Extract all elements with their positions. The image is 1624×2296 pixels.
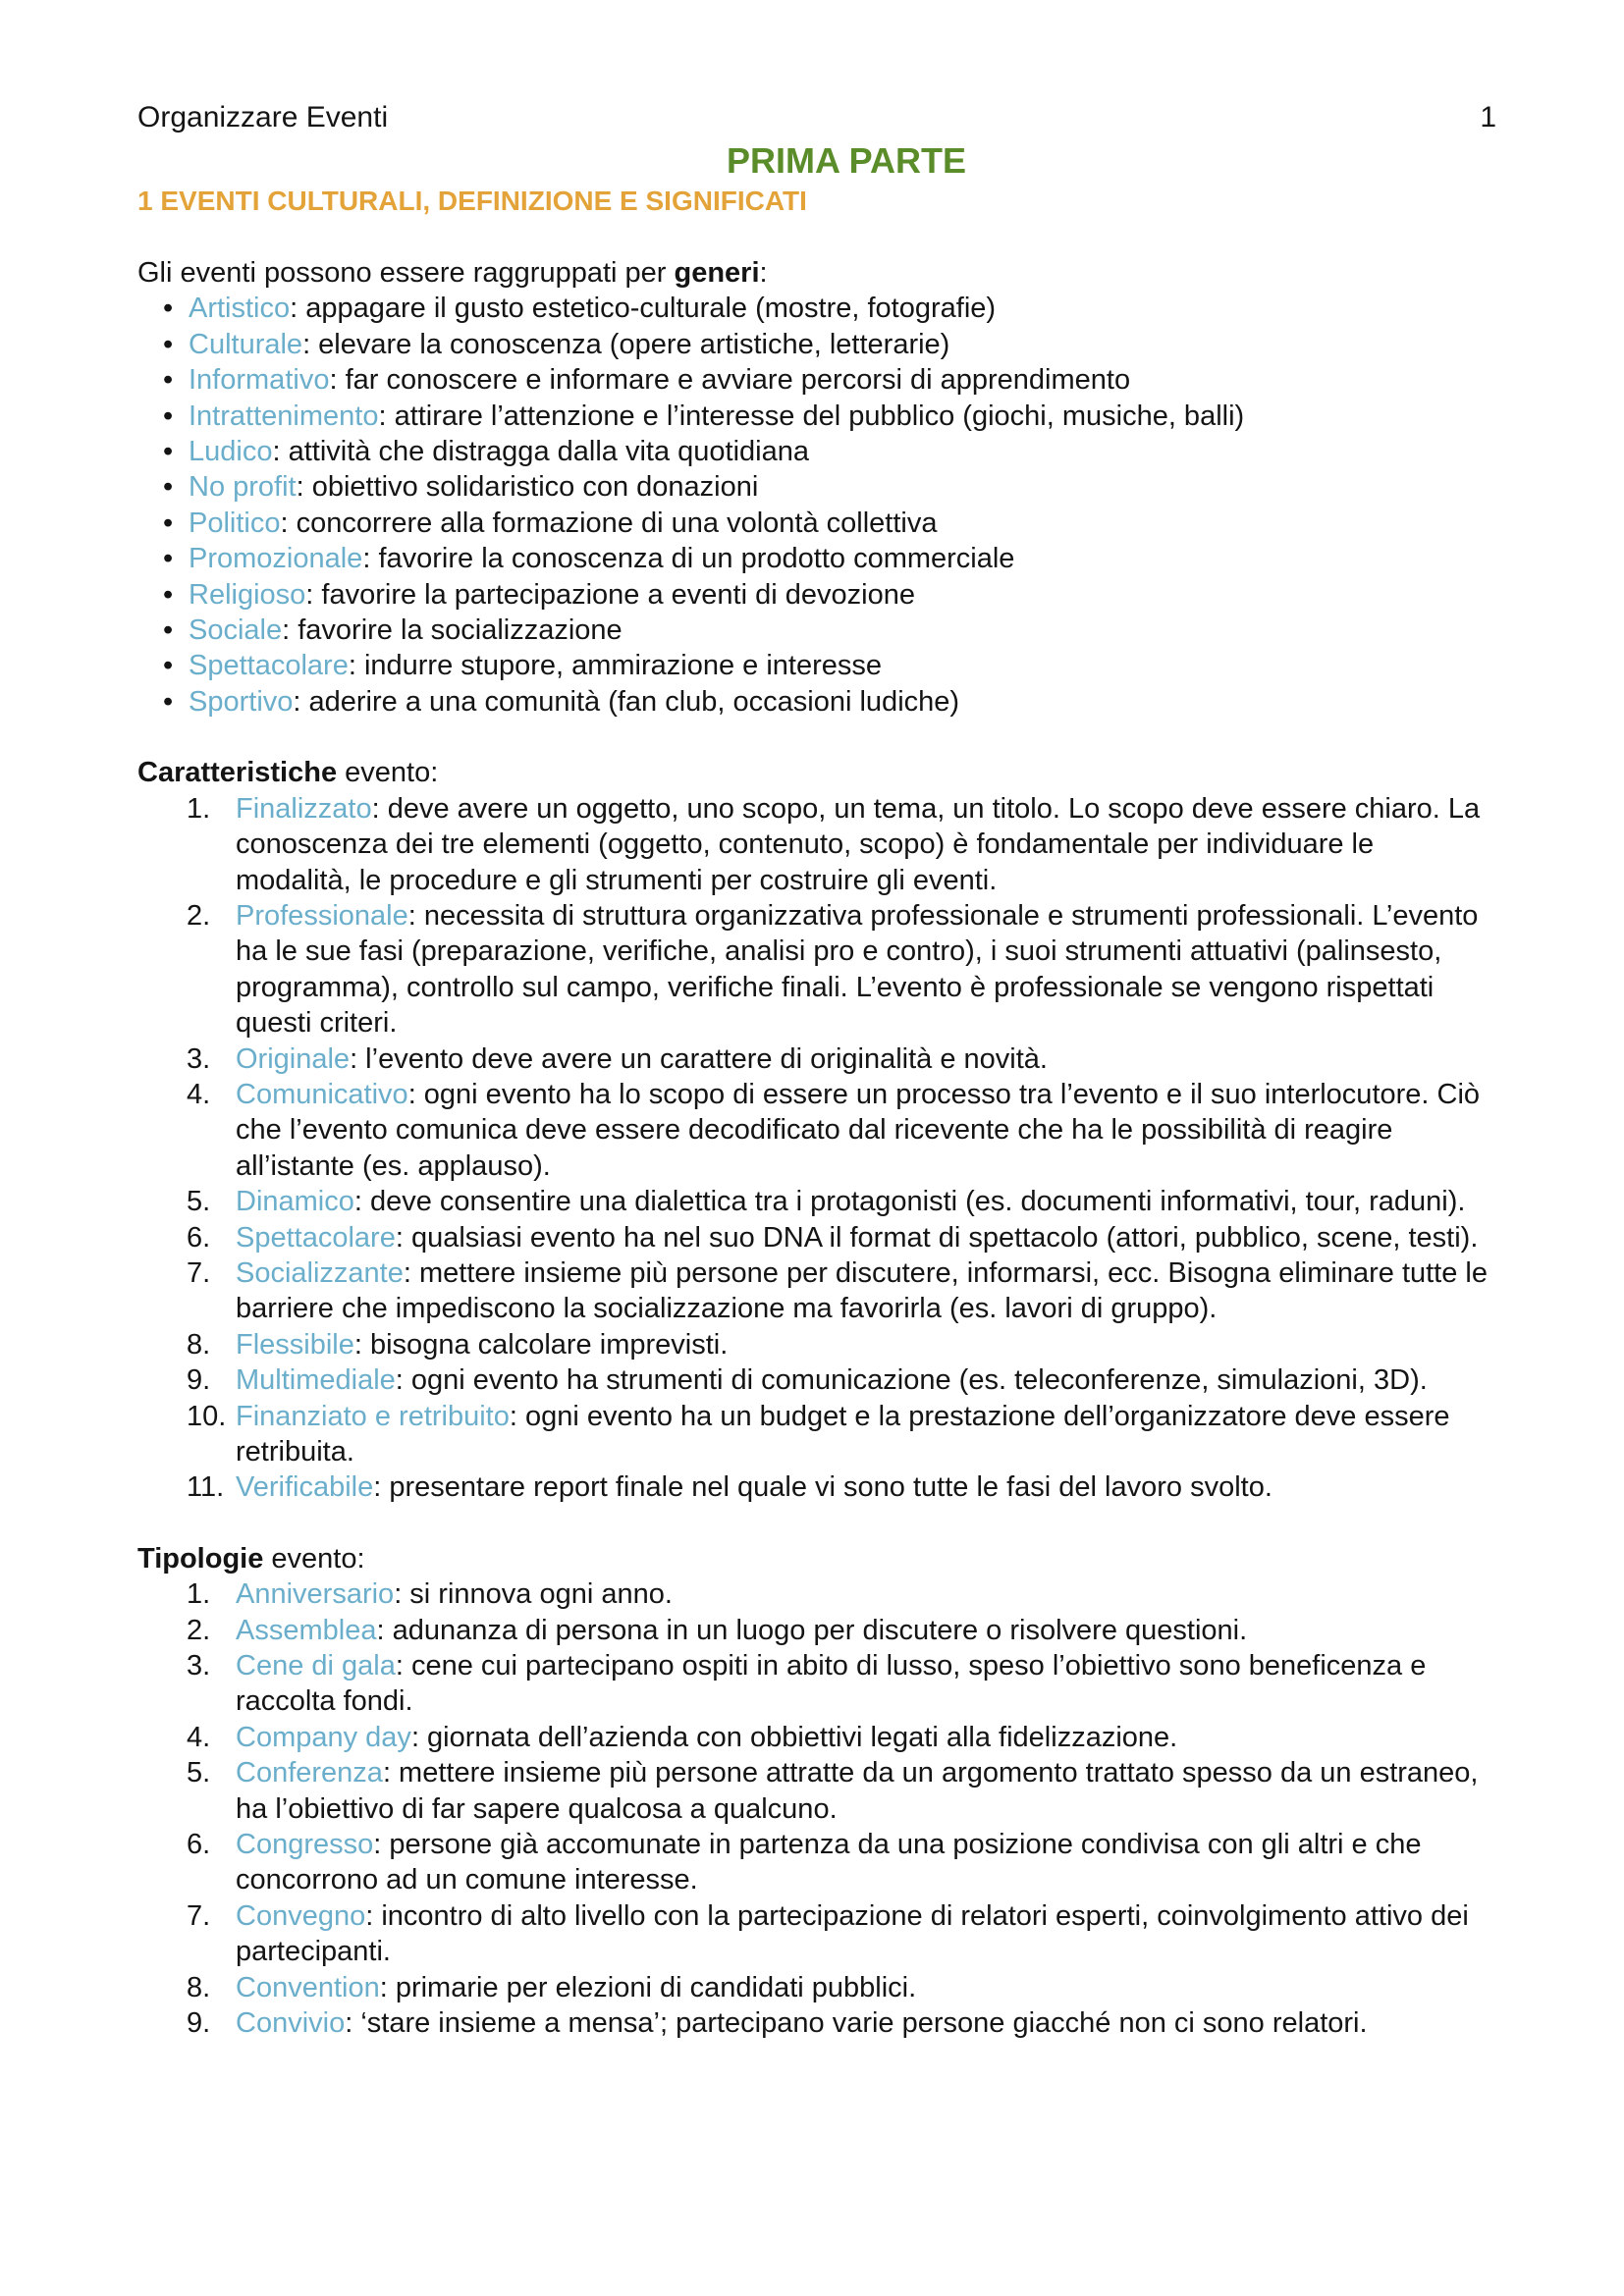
characteristic-term: Professionale: [236, 899, 408, 932]
characteristic-description: : deve consentire una dialettica tra i protagonisti (es. documenti informativi, tour, raduni).: [353, 1186, 1466, 1218]
type-description: : mettere insieme più persone attratte da un argomento trattato spesso da un estraneo, ha l’obiettivo di far sapere qualcosa a qualcuno.: [236, 1757, 1479, 1825]
characteristic-term: Comunicativo: [236, 1078, 408, 1110]
type-description: : adunanza di persona in un luogo per discutere o risolvere questioni.: [376, 1614, 1248, 1646]
type-number: 1.: [187, 1578, 211, 1611]
type-number: 7.: [187, 1899, 211, 1932]
type-number: 4.: [187, 1721, 211, 1753]
genre-description: : aderire a una comunità (fan club, occasioni ludiche): [293, 685, 960, 718]
characteristic-item: [137, 1469, 1496, 1505]
genre-term: Informativo: [189, 364, 330, 397]
type-term: Anniversario: [236, 1578, 395, 1611]
genre-term: Sociale: [189, 614, 283, 647]
type-description: : persone già accomunate in partenza da una posizione condivisa con gli altri e che concorrono ad un comune interesse.: [236, 1829, 1422, 1896]
types-heading: Tipologie evento:: [137, 1542, 365, 1575]
page-number: 1: [1480, 101, 1496, 133]
chapter-title: 1 EVENTI CULTURALI, DEFINIZIONE E SIGNIFICATI: [137, 186, 807, 216]
characteristic-term: Dinamico: [236, 1186, 354, 1218]
type-number: 5.: [187, 1757, 211, 1789]
characteristic-description: : mettere insieme più persone per discutere, informarsi, ecc. Bisogna eliminare tutte le barriere che impediscono la socializzazione ma favorirla (es. lavori di gruppo).: [236, 1256, 1488, 1325]
type-description: : incontro di alto livello con la partecipazione di relatori esperti, coinvolgimento attivo dei partecipanti.: [236, 1899, 1469, 1968]
characteristic-number: 3.: [187, 1042, 211, 1075]
characteristic-number: 1.: [187, 792, 211, 825]
characteristic-item: [137, 1399, 1496, 1470]
characteristic-description: : ogni evento ha un budget e la prestazione dell’organizzatore deve essere retribuita.: [236, 1400, 1450, 1468]
characteristic-number: 6.: [187, 1221, 211, 1254]
type-description: : giornata dell’azienda con obbiettivi legati alla fidelizzazione.: [410, 1721, 1178, 1753]
type-number: 9.: [187, 2007, 211, 2040]
type-item: [137, 2005, 1496, 2041]
characteristic-number: 9.: [187, 1364, 211, 1397]
type-item: [137, 1827, 1496, 1898]
characteristics-heading: Caratteristiche evento:: [137, 757, 439, 789]
genre-item: [163, 613, 1496, 648]
characteristic-term: Multimediale: [236, 1364, 396, 1397]
types-list: [137, 1576, 1496, 2041]
type-term: Congresso: [236, 1829, 374, 1861]
genre-term: Religioso: [189, 578, 306, 611]
genre-item: [163, 434, 1496, 469]
characteristic-number: 2.: [187, 899, 211, 932]
genre-description: : far conoscere e informare e avviare percorsi di apprendimento: [329, 364, 1131, 397]
type-number: 2.: [187, 1614, 211, 1646]
type-item: [137, 1970, 1496, 2005]
type-description: : ‘stare insieme a mensa’; partecipano varie persone giacché non ci sono relatori.: [345, 2007, 1368, 2040]
genre-description: : concorrere alla formazione di una volontà collettiva: [280, 507, 938, 539]
type-term: Assemblea: [236, 1614, 377, 1646]
type-term: Convegno: [236, 1899, 366, 1932]
genre-term: Ludico: [189, 436, 273, 468]
genre-description: : attirare l’attenzione e l’interesse del pubblico (giochi, musiche, balli): [378, 400, 1245, 432]
part-title: PRIMA PARTE: [726, 140, 966, 181]
document-title: Organizzare Eventi: [137, 101, 389, 133]
characteristic-number: 4.: [187, 1078, 211, 1110]
running-header: [137, 96, 1496, 139]
genre-term: Artistico: [189, 293, 291, 325]
genre-item: [163, 362, 1496, 398]
characteristic-number: 7.: [187, 1256, 211, 1289]
characteristic-description: : ogni evento ha lo scopo di essere un processo tra l’evento e il suo interlocutore. Ciò che l’evento comunica deve essere decodificato dal ricevente che ha le possibilità di reagire all’istante (es. applauso).: [236, 1078, 1481, 1182]
genre-description: : obiettivo solidaristico con donazioni: [296, 471, 759, 504]
genre-description: : favorire la socializzazione: [282, 614, 623, 647]
characteristic-description: : necessita di struttura organizzativa professionale e strumenti professionali. L’evento ha le sue fasi (preparazione, verifiche, analisi pro e contro), i suoi strumenti attuativi (palinsesto, programma), controllo sul campo, verifiche finali. L’evento è professionale se vengono rispettati questi criteri.: [236, 899, 1479, 1040]
characteristic-term: Originale: [236, 1042, 351, 1075]
characteristic-number: 8.: [187, 1328, 211, 1361]
characteristic-number: 10.: [187, 1400, 227, 1432]
characteristic-description: : bisogna calcolare imprevisti.: [353, 1328, 729, 1361]
type-description: : si rinnova ogni anno.: [394, 1578, 673, 1611]
genre-term: Spettacolare: [189, 650, 349, 682]
characteristic-item: [137, 1184, 1496, 1219]
characteristic-item: [137, 1327, 1496, 1362]
genre-item: [163, 399, 1496, 434]
genres-list: [137, 291, 1496, 720]
type-item: [137, 1755, 1496, 1827]
genre-description: : elevare la conoscenza (opere artistiche, letterarie): [302, 328, 950, 360]
characteristic-item: [137, 791, 1496, 898]
type-item: [137, 1648, 1496, 1720]
genre-item: [163, 541, 1496, 576]
genre-term: Promozionale: [189, 543, 363, 575]
characteristic-item: [137, 898, 1496, 1041]
type-description: : cene cui partecipano ospiti in abito di lusso, speso l’obiettivo sono beneficenza e raccolta fondi.: [236, 1650, 1427, 1718]
characteristic-description: : deve avere un oggetto, uno scopo, un tema, un titolo. Lo scopo deve essere chiaro. La conoscenza dei tre elementi (oggetto, contenuto, scopo) è fondamentale per individuare le modalità, le procedure e gli strumenti per costruire gli eventi.: [236, 792, 1481, 896]
type-number: 8.: [187, 1971, 211, 2003]
characteristic-description: : ogni evento ha strumenti di comunicazione (es. teleconferenze, simulazioni, 3D).: [395, 1364, 1428, 1397]
characteristic-item: [137, 1041, 1496, 1077]
type-term: Convivio: [236, 2007, 346, 2040]
genre-term: Culturale: [189, 328, 303, 360]
type-description: : primarie per elezioni di candidati pubblici.: [379, 1971, 917, 2003]
genre-item: [163, 469, 1496, 505]
characteristic-description: : presentare report finale nel quale vi sono tutte le fasi del lavoro svolto.: [373, 1471, 1272, 1504]
characteristic-item: [137, 1220, 1496, 1255]
genre-description: : attività che distragga dalla vita quotidiana: [272, 436, 809, 468]
characteristic-term: Finanziato e retribuito: [236, 1400, 510, 1432]
genre-item: [163, 327, 1496, 362]
genre-description: : favorire la conoscenza di un prodotto commerciale: [362, 543, 1015, 575]
genre-term: Sportivo: [189, 685, 294, 718]
type-term: Company day: [236, 1721, 411, 1753]
characteristic-term: Verificabile: [236, 1471, 374, 1504]
type-item: [137, 1898, 1496, 1970]
type-number: 3.: [187, 1650, 211, 1682]
genre-term: No profit: [189, 471, 297, 504]
characteristic-item: [137, 1255, 1496, 1327]
type-term: Convention: [236, 1971, 380, 2003]
characteristic-item: [137, 1077, 1496, 1184]
characteristic-number: 5.: [187, 1186, 211, 1218]
characteristic-term: Finalizzato: [236, 792, 372, 825]
characteristic-number: 11.: [187, 1471, 225, 1504]
genres-keyword: generi: [674, 257, 760, 289]
characteristic-item: [137, 1362, 1496, 1398]
type-number: 6.: [187, 1829, 211, 1861]
genre-item: [163, 291, 1496, 326]
type-item: [137, 1613, 1496, 1648]
genre-item: [163, 648, 1496, 683]
genre-description: : favorire la partecipazione a eventi di devozione: [305, 578, 915, 611]
type-term: Cene di gala: [236, 1650, 396, 1682]
characteristic-description: : qualsiasi evento ha nel suo DNA il format di spettacolo (attori, pubblico, scene, testi).: [395, 1221, 1479, 1254]
genre-description: : appagare il gusto estetico-culturale (mostre, fotografie): [290, 293, 997, 325]
genre-description: : indurre stupore, ammirazione e interesse: [348, 650, 883, 682]
genre-item: [163, 684, 1496, 720]
genre-term: Politico: [189, 507, 281, 539]
genre-term: Intrattenimento: [189, 400, 379, 432]
genre-item: [163, 506, 1496, 541]
characteristic-description: : l’evento deve avere un carattere di originalità e novità.: [350, 1042, 1048, 1075]
characteristic-term: Spettacolare: [236, 1221, 396, 1254]
type-item: [137, 1720, 1496, 1755]
genres-intro: Gli eventi possono essere raggruppati per generi:: [137, 257, 768, 289]
type-term: Conferenza: [236, 1757, 383, 1789]
type-item: [137, 1576, 1496, 1612]
characteristics-list: [137, 791, 1496, 1506]
genre-item: [163, 577, 1496, 613]
characteristic-term: Socializzante: [236, 1256, 404, 1289]
characteristic-term: Flessibile: [236, 1328, 354, 1361]
